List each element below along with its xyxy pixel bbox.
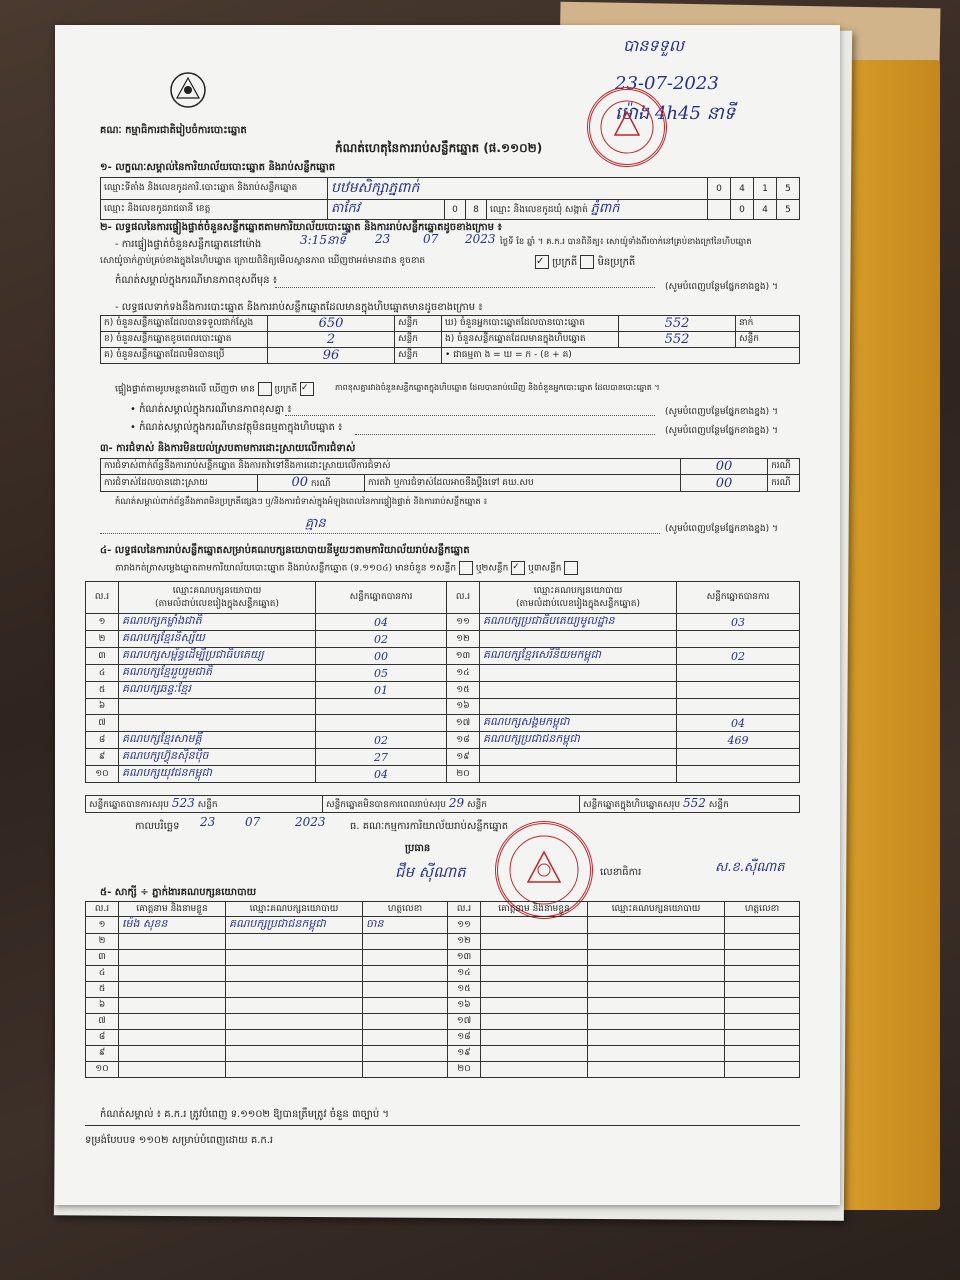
count-row-a bbox=[101, 316, 800, 332]
ballot-count-form bbox=[55, 25, 840, 1205]
party-name: គណបក្សខ្មែរសេរីនិយមកម្ពុជា bbox=[483, 648, 601, 661]
witness-name bbox=[481, 950, 588, 966]
col-party-header: ឈ្មោះគណបក្សនយោបាយ bbox=[533, 585, 623, 596]
witness-party bbox=[588, 1030, 725, 1046]
party-name: គណបក្សប្រជាធិបតេយ្យមូលដ្ឋាន bbox=[483, 614, 615, 627]
col-no-header: ល.រ bbox=[448, 902, 481, 917]
witness-name bbox=[481, 1046, 588, 1062]
row-no: ៥ bbox=[86, 682, 119, 699]
witness-name bbox=[481, 966, 588, 982]
count-value: 650 bbox=[318, 316, 344, 331]
diff-note-label: • កំណត់សម្គាល់ក្នុងករណីមានភាពខុសគ្នា ៖ bbox=[130, 404, 292, 415]
party-name: គណបក្សហ៊្វុនស៊ិនប៉ិច bbox=[122, 749, 209, 762]
row-no: ៧ bbox=[86, 715, 119, 732]
difference-note-label: កំណត់សម្គាល់ក្នុងករណីមានភាពខុសពីមុន ៖ bbox=[115, 275, 278, 286]
witness-name bbox=[119, 1046, 226, 1062]
party-votes: 04 bbox=[731, 716, 745, 730]
party-votes: 03 bbox=[731, 615, 745, 629]
col-party-header: ឈ្មោះគណបក្សនយោបាយ bbox=[226, 902, 363, 917]
verify-month: 07 bbox=[423, 232, 439, 246]
object-note-label: • កំណត់សម្គាល់ក្នុងករណីមានវត្ថុមិនធម្មតាក្នុងហិបឆ្នោត ៖ bbox=[130, 422, 343, 433]
verify-year: 2023 bbox=[465, 232, 496, 246]
party-name: គណបក្សប្រជាជនកម្ពុជា bbox=[483, 732, 580, 745]
witness-name bbox=[119, 1014, 226, 1030]
verify-time-label: - ការផ្ទៀងផ្ទាត់ចំនួនសន្លឹកឆ្នោតនៅម៉ោង bbox=[115, 239, 262, 250]
witness-signature bbox=[363, 950, 448, 966]
station-code-digit: 1 bbox=[754, 178, 777, 200]
witness-signature bbox=[363, 917, 448, 934]
date-month: 07 bbox=[245, 815, 261, 829]
commune-code-digit: 4 bbox=[754, 200, 777, 220]
commune-label: ឈ្មោះ និងលេខកូដឃុំ សង្កាត់ bbox=[490, 205, 588, 215]
abnormal-option: មិនប្រក្រតី bbox=[597, 257, 636, 268]
party-votes: 05 bbox=[374, 666, 388, 680]
witness-party bbox=[226, 934, 363, 950]
witness-party bbox=[588, 917, 725, 934]
committee-name: គណៈ កម្មាធិការជាតិរៀបចំការបោះឆ្នោត bbox=[100, 125, 247, 136]
verify-continue: ថ្ងៃទី ខែ ឆ្នាំ ។ គ.ក.រ បានពិនិត្យ៖ សោយ៉ូទាំងពីរចាក់នៅគ្រប់ខាងក្រៅនៃហិបឆ្នោត bbox=[500, 237, 752, 247]
object-note-fill: (សូមបំពេញបន្ថែមផ្នែកខាងខ្នង) ។ bbox=[665, 426, 778, 436]
row-no: ៧ bbox=[86, 1014, 119, 1030]
row-no: ៤ bbox=[86, 966, 119, 982]
lock-check-options bbox=[535, 255, 635, 270]
resolved-label: ការជំទាស់ដែលបានដោះស្រាយ bbox=[101, 475, 258, 492]
secretary-label: លេខាធិការ bbox=[600, 867, 642, 878]
party-name: គណបក្សសង្គមកម្ពុជា bbox=[483, 715, 570, 728]
party-name: គណបក្សខ្មែររួបរួមជាតិ bbox=[122, 665, 213, 678]
count-value: 552 bbox=[664, 332, 690, 347]
witness-name bbox=[119, 998, 226, 1014]
dotted-line bbox=[275, 287, 655, 288]
table-row bbox=[86, 1030, 800, 1046]
chair-signature: ជឹម ស៊ីណាត bbox=[395, 863, 466, 881]
witness-signature bbox=[725, 1046, 800, 1062]
witness-signature bbox=[363, 1030, 448, 1046]
party-name: គណបក្សឆន្ទៈខ្មែរ bbox=[122, 682, 191, 695]
irregularity-note: កំណត់សម្គាល់ពាក់ព័ន្ធនឹងភាពមិនប្រក្រតីផ្សេងៗ ឬ/និងការជំទាស់ក្នុងអំឡុងពេលនៃការផ្ទៀងផ្ទាត់ និងការរាប់សន្លឹកឆ្នោត ៖ bbox=[115, 497, 488, 507]
row-no: ១៤ bbox=[448, 966, 481, 982]
received-date: 23-07-2023 bbox=[615, 73, 719, 94]
witness-signature bbox=[725, 917, 800, 934]
objections-table bbox=[100, 458, 800, 492]
province-code-digit: 0 bbox=[445, 200, 466, 220]
witness-name bbox=[119, 934, 226, 950]
irregularity-value: គ្មាន bbox=[305, 516, 326, 531]
station-info-table bbox=[100, 177, 800, 220]
appeal-count: 00 bbox=[715, 475, 733, 491]
party-votes: 02 bbox=[731, 649, 745, 663]
table-row bbox=[86, 631, 800, 648]
party-name: គណបក្សខ្មែរសាមគ្គី bbox=[122, 732, 202, 745]
table-row bbox=[86, 682, 800, 699]
row-no: ១៣ bbox=[447, 648, 480, 665]
total-valid-label: សន្លឹកឆ្នោតបានការសរុប bbox=[89, 800, 169, 810]
row-no: ១២ bbox=[448, 934, 481, 950]
table-row bbox=[86, 699, 800, 715]
dotted-line bbox=[355, 434, 655, 435]
count-label: ខ) ចំនួនសន្លឹកឆ្នោតខូចពេលបោះឆ្នោត bbox=[101, 332, 268, 348]
row-no: ៥ bbox=[86, 982, 119, 998]
formula-note: • ជាធម្មតា ង = ឃ = ក - (ខ + គ) bbox=[442, 348, 800, 364]
row-no: ១១ bbox=[448, 917, 481, 934]
table-row bbox=[86, 998, 800, 1014]
row-no: ១៦ bbox=[448, 998, 481, 1014]
commune-name: ភ្នំពាក់ bbox=[590, 201, 620, 216]
party-name: គណបក្សសម្ព័ន្ធដើម្បីប្រជាធិបតេយ្យ bbox=[122, 648, 264, 661]
table-row bbox=[86, 917, 800, 934]
footer-note: កំណត់សម្គាល់ ៖ គ.ក.រ ត្រូវបំពេញ ទ.១១០២ ឱ្យបានត្រឹមត្រូវ ចំនួន ៣ច្បាប់ ។ bbox=[100, 1109, 389, 1120]
witness-signature bbox=[725, 1030, 800, 1046]
lock-check-text: សោយ៉ូចាក់ភ្ជាប់គ្រប់ខាងក្នុងនៃហិបឆ្នោត ក្រោយពិនិត្យមើលស្ថានភាព ឃើញថាអត់មានដាន ខូចខាត bbox=[100, 256, 426, 266]
committee-sign-label: ធ. គណៈកម្មការការិយាល័យរាប់សន្លឹកឆ្នោត bbox=[350, 821, 509, 832]
witness-party bbox=[226, 998, 363, 1014]
witness-name bbox=[119, 950, 226, 966]
witness-name bbox=[481, 1014, 588, 1030]
formula-normal-checkbox bbox=[258, 382, 272, 396]
count-unit: សន្លឹក bbox=[395, 332, 442, 348]
witness-signature bbox=[363, 1046, 448, 1062]
row-no: ១៣ bbox=[448, 950, 481, 966]
witness-signature bbox=[363, 982, 448, 998]
table-row bbox=[86, 1014, 800, 1030]
witness-name bbox=[119, 1030, 226, 1046]
witness-signature-text: ចាន bbox=[366, 917, 384, 930]
row-no: ៩ bbox=[86, 1046, 119, 1062]
witness-table bbox=[85, 901, 800, 1078]
count-unit: សន្លឹក bbox=[395, 348, 442, 364]
row-no: ១៤ bbox=[447, 665, 480, 682]
col-name-header: គោត្តនាម និងនាមខ្លួន bbox=[119, 902, 226, 917]
party-votes: 04 bbox=[374, 615, 388, 629]
witness-name bbox=[119, 982, 226, 998]
party-votes: 469 bbox=[727, 733, 749, 747]
sheets-3-option: ឬ៣សន្លឹក bbox=[528, 563, 562, 574]
party-votes: 02 bbox=[374, 632, 388, 646]
count-label: គ) ចំនួនសន្លឹកឆ្នោតដែលមិនបានប្រើ bbox=[101, 348, 268, 364]
col-name-header: គោត្តនាម និងនាមខ្លួន bbox=[481, 902, 588, 917]
witness-name bbox=[481, 917, 588, 934]
tally-sheets-line bbox=[115, 561, 578, 576]
count-row-c bbox=[101, 348, 800, 364]
objection-count: 00 bbox=[715, 459, 733, 474]
witness-signature bbox=[725, 966, 800, 982]
date-day: 23 bbox=[200, 815, 216, 829]
party-votes: 01 bbox=[374, 683, 388, 697]
count-value: 96 bbox=[322, 348, 340, 363]
table-row bbox=[86, 732, 800, 749]
party-results-table bbox=[85, 581, 800, 783]
row-no: ៩ bbox=[86, 749, 119, 766]
formula-check-label: ផ្ទៀងផ្ទាត់តាមរូបមន្តខាងលើ ឃើញថា មាន bbox=[115, 384, 255, 395]
col-party-subheader: (តាមលំដាប់លេខរៀងក្នុងសន្លឹកឆ្នោត) bbox=[516, 598, 640, 609]
results-intro: - លទ្ធផលទាក់ទងនឹងការបោះឆ្នោត និងការរាប់សន្លឹកឆ្នោតដែលមានក្នុងហិបឆ្នោតមានដូចខាងក្រោម ៖ bbox=[115, 302, 483, 313]
unit-label: សន្លឹក bbox=[467, 800, 488, 810]
row-no: ១០ bbox=[86, 766, 119, 783]
row-no: ៤ bbox=[86, 665, 119, 682]
witness-party-text: គណបក្សប្រជាជនកម្ពុជា bbox=[229, 917, 326, 930]
col-sign-header: ហត្ថលេខា bbox=[363, 902, 448, 917]
province-name: តាកែវ bbox=[331, 201, 360, 216]
chair-label: ប្រធាន bbox=[405, 843, 431, 854]
party-votes: 27 bbox=[374, 750, 388, 764]
row-no: ១៩ bbox=[448, 1046, 481, 1062]
commune-code-digit: 0 bbox=[731, 200, 754, 220]
witness-name bbox=[481, 982, 588, 998]
diff-note-fill: (សូមបំពេញបន្ថែមផ្នែកខាងខ្នង) ។ bbox=[665, 407, 778, 417]
row-no: ៦ bbox=[86, 998, 119, 1014]
witness-party bbox=[588, 1046, 725, 1062]
totals-table bbox=[85, 795, 800, 813]
row-no: ៣ bbox=[86, 648, 119, 665]
row-no: ៣ bbox=[86, 950, 119, 966]
table-row bbox=[86, 934, 800, 950]
station-code-digit: 0 bbox=[708, 178, 731, 200]
witness-signature bbox=[725, 982, 800, 998]
witness-signature bbox=[725, 1014, 800, 1030]
dotted-line bbox=[285, 415, 655, 416]
row-no: ១ bbox=[86, 614, 119, 631]
witness-party bbox=[588, 934, 725, 950]
normal-option: ប្រក្រតី bbox=[552, 257, 578, 268]
witness-signature bbox=[363, 1014, 448, 1030]
received-time: ម៉ោង 4h45 នាទី bbox=[615, 103, 736, 124]
row-no: ១៥ bbox=[447, 682, 480, 699]
secretary-signature: ស.ខ.ស៊ីណាត bbox=[715, 860, 785, 875]
row-no: ១២ bbox=[447, 631, 480, 648]
count-label: ង) ចំនួនសន្លឹកឆ្នោតដែលមានក្នុងហិបឆ្នោត bbox=[442, 332, 619, 348]
total-box-label: សន្លឹកឆ្នោតក្នុងហិបឆ្នោតសរុប bbox=[583, 800, 681, 810]
section3-heading: ៣- ការជំទាស់ និងការមិនយល់ស្របតាមការដោះស្រាយលើការជំទាស់ bbox=[100, 443, 356, 454]
witness-party bbox=[588, 998, 725, 1014]
table-row bbox=[86, 614, 800, 631]
party-name: គណបក្សខ្មែរនិស្ស័យ bbox=[122, 631, 205, 644]
table-row bbox=[86, 766, 800, 783]
col-party-header: ឈ្មោះគណបក្សនយោបាយ bbox=[172, 585, 262, 596]
formula-diff-checkbox: ✓ bbox=[300, 382, 314, 396]
count-label: ក) ចំនួនសន្លឹកឆ្នោតដែលបានទទួលជាក់ស្តែង bbox=[101, 316, 268, 332]
fill-back-note: (សូមបំពេញបន្ថែមផ្នែកខាងខ្នង) ។ bbox=[665, 282, 778, 292]
witness-signature bbox=[363, 934, 448, 950]
witness-party bbox=[588, 1014, 725, 1030]
table-row bbox=[86, 665, 800, 682]
count-unit: នាក់ bbox=[736, 316, 800, 332]
formula-normal-option: ប្រក្រតី bbox=[274, 384, 298, 395]
irregularity-fill: (សូមបំពេញបន្ថែមផ្នែកខាងខ្នង) ។ bbox=[665, 524, 778, 534]
row-no: ២០ bbox=[447, 766, 480, 783]
total-invalid-value: 29 bbox=[448, 796, 465, 810]
table-row bbox=[86, 749, 800, 766]
table-row bbox=[86, 982, 800, 998]
sheets-2-checkbox: ✓ bbox=[511, 561, 525, 575]
row-no: ៦ bbox=[86, 699, 119, 715]
row-no: ២ bbox=[86, 631, 119, 648]
witness-signature bbox=[363, 1062, 448, 1078]
witness-party bbox=[588, 966, 725, 982]
witness-party bbox=[226, 1062, 363, 1078]
resolved-count: 00 bbox=[291, 475, 309, 490]
party-name: គណបក្សយុវជនកម្ពុជា bbox=[122, 766, 213, 779]
party-name: គណបក្សកម្លាំងជាតិ bbox=[122, 614, 202, 627]
col-no-header: ល.រ bbox=[447, 582, 480, 614]
section4-heading: ៤- លទ្ធផលនៃការរាប់សន្លឹកឆ្នោតសម្រាប់គណបក្សនយោបាយនីមួយៗតាមការិយាល័យរាប់សន្លឹកឆ្នោត bbox=[100, 545, 470, 556]
witness-party bbox=[226, 917, 363, 934]
row-no: ១៨ bbox=[447, 732, 480, 749]
province-label: ឈ្មោះ និងលេខកូដរាជធានី ខេត្ត bbox=[101, 200, 328, 220]
received-note: បានទទួល bbox=[623, 36, 684, 55]
witness-party bbox=[226, 1030, 363, 1046]
witness-name bbox=[481, 934, 588, 950]
row-no: ១០ bbox=[86, 1062, 119, 1078]
witness-party bbox=[226, 1014, 363, 1030]
appeal-label: ការតវ៉ា ឬការជំទាស់ដែលអាចនឹងប្តឹងទៅ គឃ.សប bbox=[365, 475, 681, 492]
verify-day: 23 bbox=[375, 232, 391, 246]
witness-signature bbox=[725, 950, 800, 966]
unit-label: សន្លឹក bbox=[708, 800, 729, 810]
count-unit: សន្លឹក bbox=[395, 316, 442, 332]
verify-time: 3:15នាទី bbox=[300, 233, 346, 247]
witness-party bbox=[226, 966, 363, 982]
form-code: ទម្រង់បែបបទ ១១០២ សម្រាប់បំពេញដោយ គ.ក.រ bbox=[85, 1135, 274, 1146]
witness-party bbox=[226, 950, 363, 966]
resolved-unit: ករណី bbox=[310, 479, 331, 489]
col-votes-header: សន្លឹកឆ្នោតបានការ bbox=[316, 582, 447, 614]
table-row bbox=[86, 950, 800, 966]
row-no: ៨ bbox=[86, 732, 119, 749]
row-no: ១៩ bbox=[447, 749, 480, 766]
commune-code-digit: 5 bbox=[777, 200, 800, 220]
col-no-header: ល.រ bbox=[86, 582, 119, 614]
witness-party bbox=[588, 1062, 725, 1078]
sheets-1-checkbox bbox=[459, 561, 473, 575]
ballot-counts-table bbox=[100, 315, 800, 364]
section5-heading: ៥- សាក្សី ÷ ភ្នាក់ងារគណបក្សនយោបាយ bbox=[100, 887, 257, 898]
section2-heading: ២- លទ្ធផលនៃការផ្ទៀងផ្ទាត់ចំនួនសន្លឹកឆ្នោតតាមការិយាល័យបោះឆ្នោត និងការរាប់សន្លឹកឆ្នោតដូចខាងក្រោម ៖ bbox=[100, 222, 502, 233]
red-stamp-top bbox=[587, 87, 667, 167]
row-no: ៨ bbox=[86, 1030, 119, 1046]
witness-name bbox=[119, 966, 226, 982]
party-votes: 02 bbox=[374, 733, 388, 747]
row-no: ១៦ bbox=[447, 699, 480, 715]
col-votes-header: សន្លឹកឆ្នោតបានការ bbox=[677, 582, 800, 614]
station-name: បឋមសិក្សាភ្នពាក់ bbox=[331, 180, 420, 196]
col-party-subheader: (តាមលំដាប់លេខរៀងក្នុងសន្លឹកឆ្នោត) bbox=[155, 598, 279, 609]
appeal-unit: ករណី bbox=[768, 475, 800, 492]
emblem-icon bbox=[165, 70, 211, 110]
witness-name bbox=[119, 1062, 226, 1078]
unit-label: សន្លឹក bbox=[197, 800, 218, 810]
table-row bbox=[86, 1062, 800, 1078]
witness-party bbox=[588, 950, 725, 966]
table-row bbox=[86, 648, 800, 665]
party-votes: 04 bbox=[374, 767, 388, 781]
witness-name-text: ម៉េង សុខន bbox=[122, 917, 168, 930]
witness-signature bbox=[363, 998, 448, 1014]
col-sign-header: ហត្ថលេខា bbox=[725, 902, 800, 917]
row-no: ១៧ bbox=[447, 715, 480, 732]
witness-signature bbox=[725, 998, 800, 1014]
station-label: ឈ្មោះទីតាំង និងលេខកូដការិ.បោះឆ្នោត និងរាប់សន្លឹកឆ្នោត bbox=[101, 178, 328, 200]
witness-name bbox=[481, 998, 588, 1014]
formula-diff-option: ភាពខុសគ្នារវាងចំនួនសន្លឹកឆ្នោតក្នុងហិបឆ្នោត ដែលបានរាប់ឃើញ និងចំនួនអ្នកបោះឆ្នោត ដែលបានបោះឆ្នោត ។ bbox=[335, 383, 660, 392]
dotted-line bbox=[100, 533, 660, 534]
count-value: 2 bbox=[326, 332, 336, 347]
tally-sheets-label: តារាងកត់ត្រាសម្លេងឆ្នោតតាមការិយាល័យបោះឆ្នោត និងរាប់សន្លឹកឆ្នោត (ទ.១១០៤) មានចំនួន ១សន្លឹក bbox=[115, 563, 457, 574]
count-row-b bbox=[101, 332, 800, 348]
normal-checkbox: ✓ bbox=[535, 255, 549, 269]
table-row bbox=[86, 966, 800, 982]
table-row bbox=[86, 1046, 800, 1062]
station-code-digit: 4 bbox=[731, 178, 754, 200]
table-row bbox=[86, 715, 800, 732]
count-value: 552 bbox=[664, 316, 690, 331]
witness-signature bbox=[363, 966, 448, 982]
total-invalid-label: សន្លឹកឆ្នោតមិនបានការពេលរាប់សរុប bbox=[326, 800, 446, 810]
row-no: ២ bbox=[86, 934, 119, 950]
party-votes: 00 bbox=[374, 649, 388, 663]
row-no: ១៥ bbox=[448, 982, 481, 998]
date-year: 2023 bbox=[295, 815, 326, 829]
total-valid-value: 523 bbox=[171, 796, 195, 810]
section1-heading: ១- លក្ខណៈសម្គាល់នៃការិយាល័យបោះឆ្នោត និងរាប់សន្លឹកឆ្នោត bbox=[100, 162, 336, 173]
abnormal-checkbox bbox=[580, 255, 594, 269]
count-label: ឃ) ចំនួនអ្នកបោះឆ្នោតដែលបានបោះឆ្នោត bbox=[442, 316, 619, 332]
witness-party bbox=[226, 1046, 363, 1062]
objection-unit: ករណី bbox=[768, 459, 800, 475]
witness-name bbox=[119, 917, 226, 934]
witness-name bbox=[481, 1030, 588, 1046]
form-title: កំណត់ហេតុនៃការរាប់សន្លឹកឆ្នោត (ផ.១១០២) bbox=[335, 141, 543, 155]
row-no: ២០ bbox=[448, 1062, 481, 1078]
formula-check bbox=[115, 382, 314, 397]
witness-party bbox=[226, 982, 363, 998]
objection-label: ការជំទាស់ពាក់ព័ន្ធនឹងការរាប់សន្លឹកឆ្នោត និងការតវ៉ាទៅនឹងការដោះស្រាយលើការជំទាស់ bbox=[101, 459, 681, 475]
sheets-3-checkbox bbox=[564, 561, 578, 575]
col-party-header: ឈ្មោះគណបក្សនយោបាយ bbox=[588, 902, 725, 917]
province-code-digit: 8 bbox=[466, 200, 487, 220]
witness-name bbox=[481, 1062, 588, 1078]
station-code-digit: 5 bbox=[777, 178, 800, 200]
col-no-header: ល.រ bbox=[86, 902, 119, 917]
row-no: ១៨ bbox=[448, 1030, 481, 1046]
count-unit: សន្លឹក bbox=[736, 332, 800, 348]
footer-divider bbox=[85, 1125, 800, 1126]
date-label: កាលបរិច្ឆេទ bbox=[135, 821, 180, 832]
row-no: ១៧ bbox=[448, 1014, 481, 1030]
witness-signature bbox=[725, 1062, 800, 1078]
witness-party bbox=[588, 982, 725, 998]
sheets-2-option: ឬ២សន្លឹក bbox=[475, 563, 509, 574]
row-no: ១ bbox=[86, 917, 119, 934]
witness-signature bbox=[725, 934, 800, 950]
total-box-value: 552 bbox=[683, 796, 706, 810]
row-no: ១១ bbox=[447, 614, 480, 631]
